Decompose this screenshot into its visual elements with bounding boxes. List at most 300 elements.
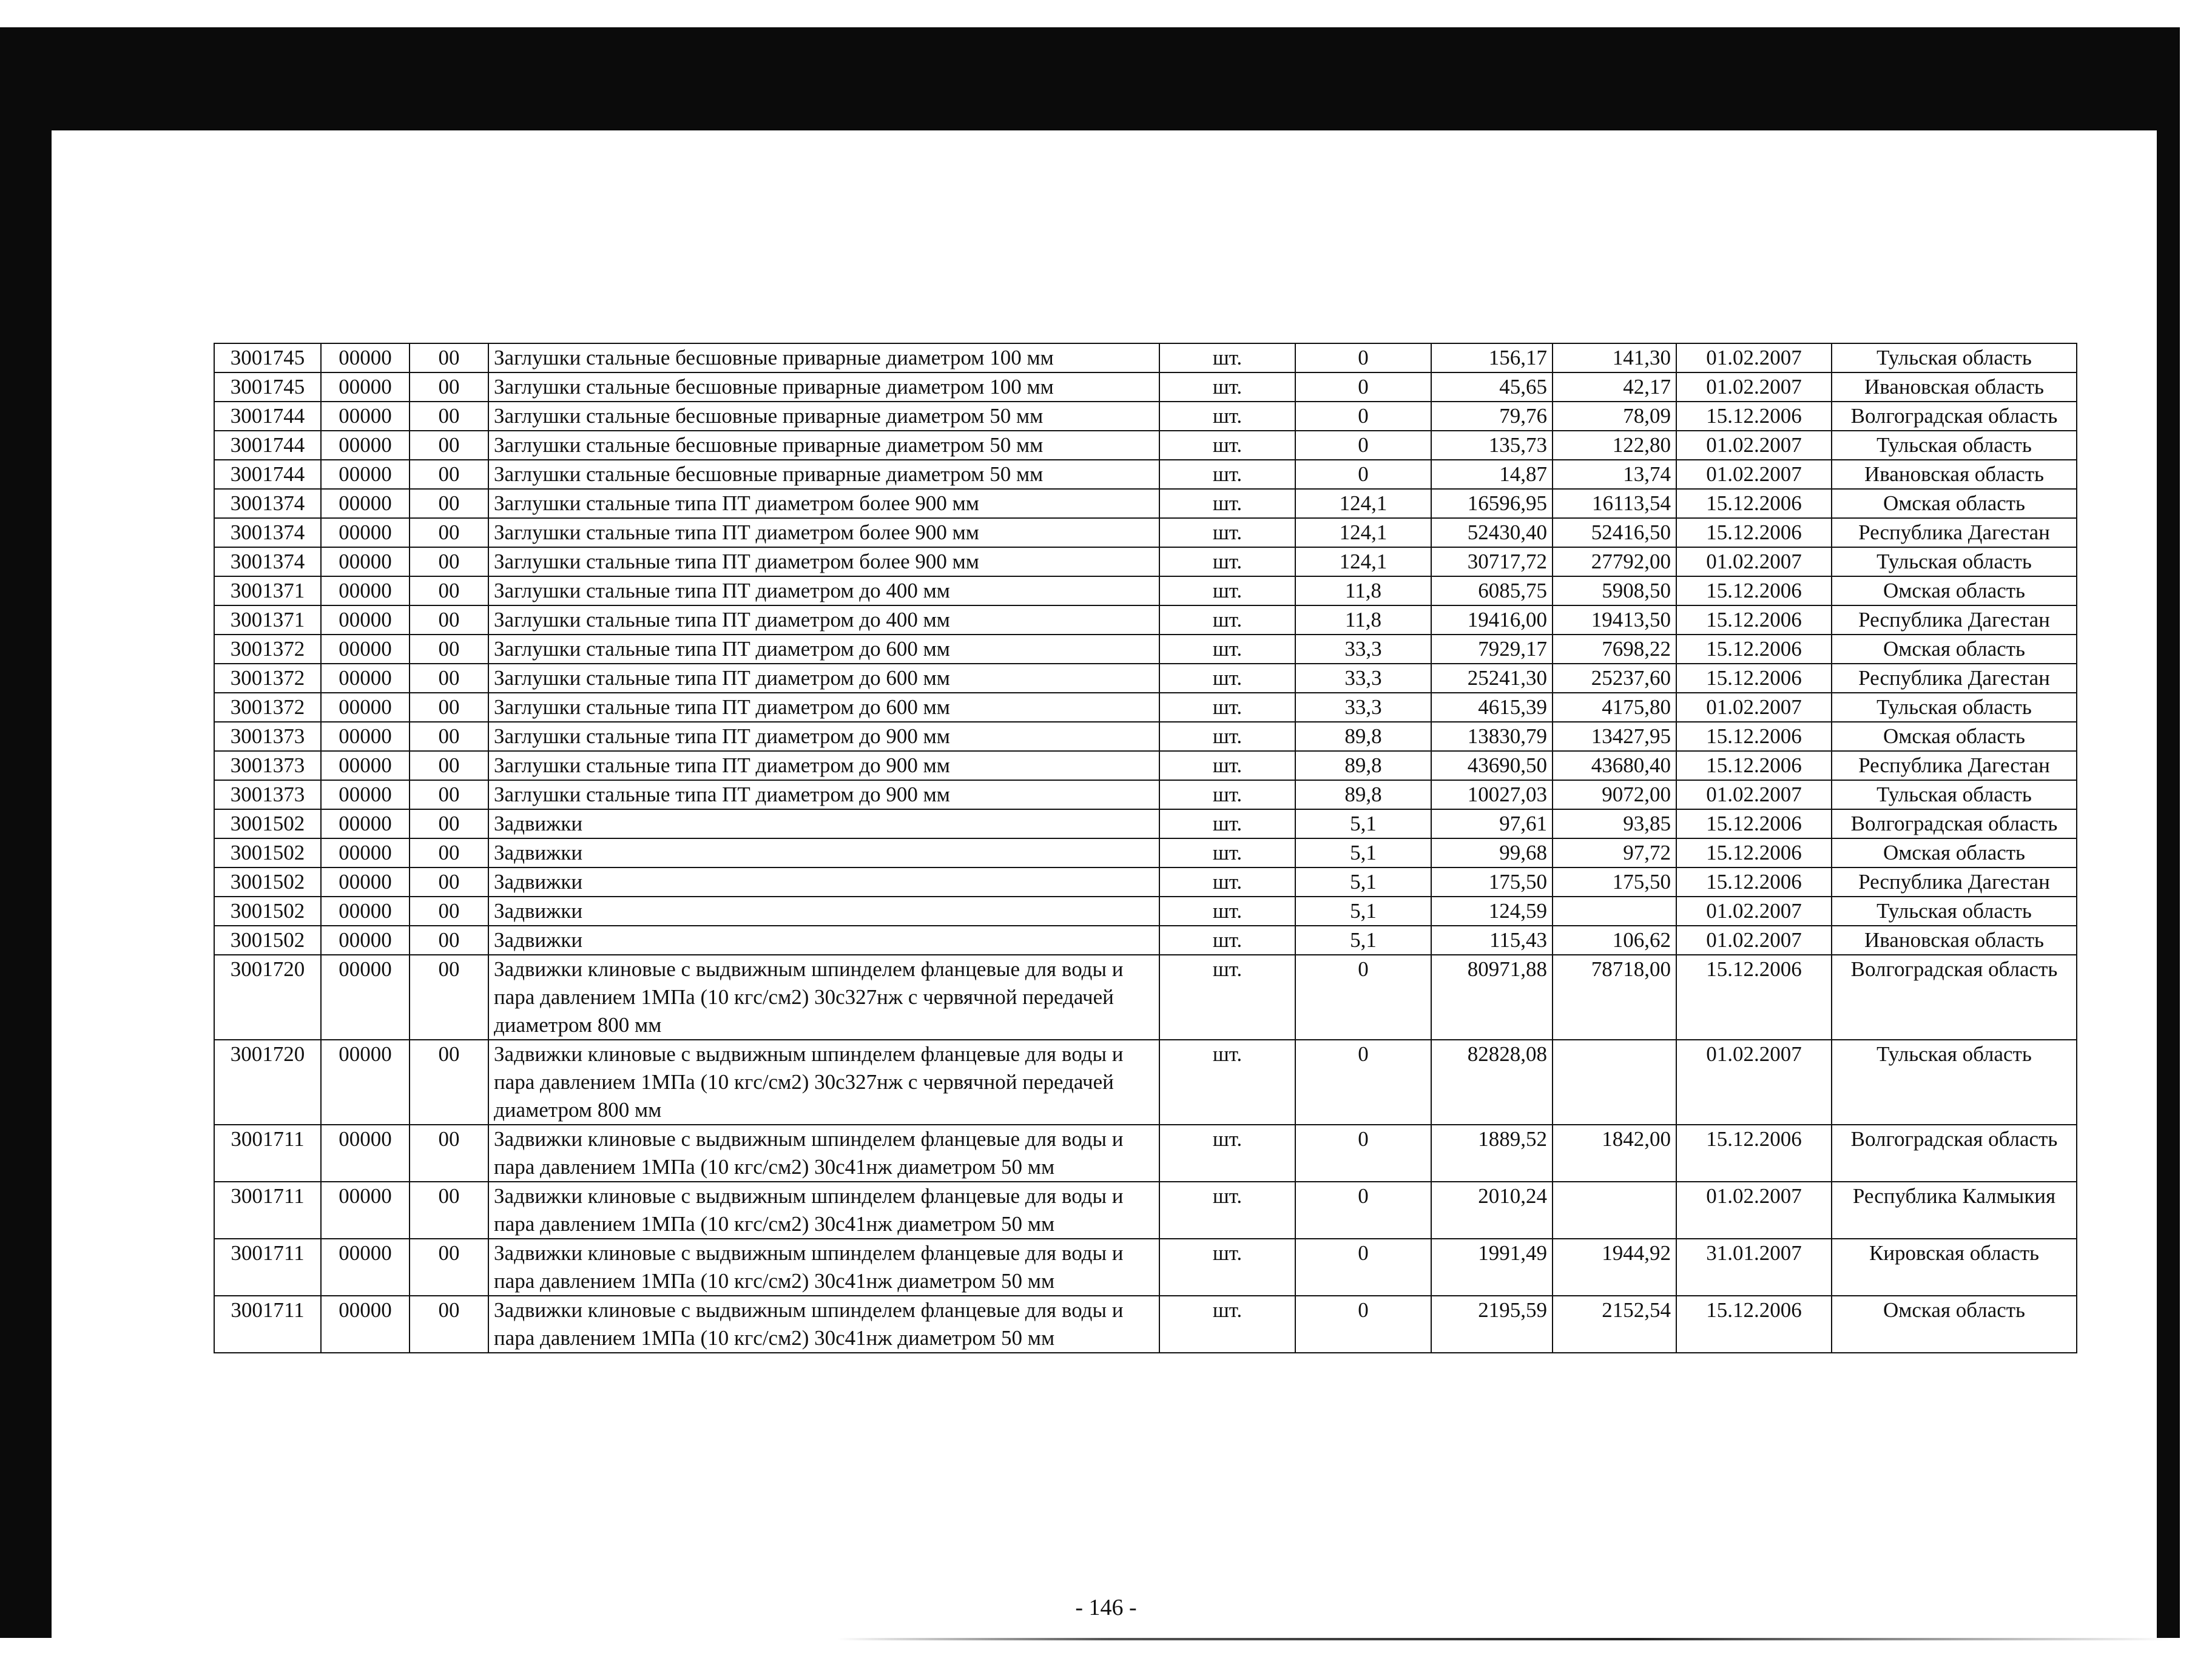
cell-sub-code-2: 00 (410, 1125, 488, 1182)
cell-item-name: Задвижки клиновые с выдвижным шпинделем фланцевые для воды и пара давлением 1МПа (10 кгс/см2) 30с41нж диаметром 50 мм (488, 1239, 1159, 1296)
cell-price-2: 1842,00 (1553, 1125, 1676, 1182)
cell-price-1: 16596,95 (1431, 489, 1553, 518)
cell-unit: шт. (1159, 955, 1295, 1040)
cell-sub-code-1: 00000 (321, 1040, 410, 1125)
cell-unit: шт. (1159, 518, 1295, 547)
cell-weight: 33,3 (1295, 635, 1431, 664)
cell-price-1: 115,43 (1431, 926, 1553, 955)
cell-weight: 89,8 (1295, 722, 1431, 751)
cell-sub-code-2: 00 (410, 460, 488, 489)
cell-unit: шт. (1159, 838, 1295, 867)
cell-weight: 0 (1295, 1296, 1431, 1353)
cell-date: 15.12.2006 (1676, 838, 1832, 867)
cell-price-1: 124,59 (1431, 897, 1553, 926)
cell-item-name: Задвижки клиновые с выдвижным шпинделем фланцевые для воды и пара давлением 1МПа (10 кгс/см2) 30с327нж с червячной передачей диаметром 800 мм (488, 1040, 1159, 1125)
cell-unit: шт. (1159, 372, 1295, 402)
cell-sub-code-2: 00 (410, 431, 488, 460)
cell-price-2: 5908,50 (1553, 576, 1676, 605)
cell-price-1: 45,65 (1431, 372, 1553, 402)
cell-item-name: Задвижки клиновые с выдвижным шпинделем фланцевые для воды и пара давлением 1МПа (10 кгс/см2) 30с327нж с червячной передачей диаметром 800 мм (488, 955, 1159, 1040)
cell-sub-code-1: 00000 (321, 693, 410, 722)
cell-date: 15.12.2006 (1676, 489, 1832, 518)
cell-sub-code-2: 00 (410, 926, 488, 955)
cell-sub-code-2: 00 (410, 372, 488, 402)
cell-date: 01.02.2007 (1676, 460, 1832, 489)
cell-sub-code-2: 00 (410, 576, 488, 605)
cell-sub-code-1: 00000 (321, 664, 410, 693)
cell-price-2: 43680,40 (1553, 751, 1676, 780)
cell-price-2: 122,80 (1553, 431, 1676, 460)
cell-date: 01.02.2007 (1676, 1040, 1832, 1125)
cell-weight: 33,3 (1295, 664, 1431, 693)
cell-weight: 33,3 (1295, 693, 1431, 722)
cell-unit: шт. (1159, 926, 1295, 955)
cell-item-name: Заглушки стальные бесшовные приварные диаметром 50 мм (488, 431, 1159, 460)
cell-item-name: Заглушки стальные бесшовные приварные диаметром 50 мм (488, 402, 1159, 431)
cell-weight: 0 (1295, 372, 1431, 402)
cell-item-name: Задвижки (488, 809, 1159, 838)
cell-item-name: Заглушки стальные бесшовные приварные диаметром 50 мм (488, 460, 1159, 489)
cell-sub-code-1: 00000 (321, 605, 410, 635)
table-row (214, 372, 2077, 402)
cell-price-1: 79,76 (1431, 402, 1553, 431)
cell-price-2: 27792,00 (1553, 547, 1676, 576)
cell-date: 15.12.2006 (1676, 518, 1832, 547)
cell-sub-code-2: 00 (410, 722, 488, 751)
cell-date: 01.02.2007 (1676, 926, 1832, 955)
table-row (214, 431, 2077, 460)
table-row (214, 343, 2077, 372)
price-table (214, 343, 2077, 1353)
cell-unit: шт. (1159, 1182, 1295, 1239)
cell-item-name: Заглушки стальные типа ПТ диаметром до 900 мм (488, 722, 1159, 751)
cell-price-1: 82828,08 (1431, 1040, 1553, 1125)
cell-unit: шт. (1159, 605, 1295, 635)
table-row (214, 635, 2077, 664)
cell-item-code: 3001502 (214, 926, 321, 955)
table-row (214, 402, 2077, 431)
cell-price-2: 106,62 (1553, 926, 1676, 955)
cell-weight: 0 (1295, 1239, 1431, 1296)
cell-unit: шт. (1159, 635, 1295, 664)
table-row (214, 1125, 2077, 1182)
cell-item-name: Заглушки стальные типа ПТ диаметром до 600 мм (488, 664, 1159, 693)
table-row (214, 955, 2077, 1040)
cell-region: Тульская область (1832, 343, 2077, 372)
cell-region: Тульская область (1832, 547, 2077, 576)
cell-weight: 0 (1295, 402, 1431, 431)
cell-sub-code-2: 00 (410, 635, 488, 664)
cell-price-2: 7698,22 (1553, 635, 1676, 664)
table-row (214, 547, 2077, 576)
cell-sub-code-2: 00 (410, 402, 488, 431)
cell-weight: 0 (1295, 1125, 1431, 1182)
cell-price-1: 175,50 (1431, 867, 1553, 897)
cell-region: Омская область (1832, 489, 2077, 518)
cell-date: 15.12.2006 (1676, 664, 1832, 693)
cell-region: Волгоградская область (1832, 402, 2077, 431)
cell-unit: шт. (1159, 664, 1295, 693)
cell-weight: 89,8 (1295, 780, 1431, 809)
cell-price-1: 2195,59 (1431, 1296, 1553, 1353)
cell-region: Тульская область (1832, 693, 2077, 722)
cell-item-name: Заглушки стальные типа ПТ диаметром более 900 мм (488, 547, 1159, 576)
cell-sub-code-1: 00000 (321, 1296, 410, 1353)
cell-weight: 11,8 (1295, 576, 1431, 605)
cell-item-code: 3001745 (214, 343, 321, 372)
cell-date: 01.02.2007 (1676, 431, 1832, 460)
cell-sub-code-1: 00000 (321, 547, 410, 576)
cell-unit: шт. (1159, 431, 1295, 460)
scan-border-right (2157, 27, 2180, 1638)
cell-date: 15.12.2006 (1676, 1296, 1832, 1353)
cell-price-1: 30717,72 (1431, 547, 1553, 576)
table-row (214, 1296, 2077, 1353)
cell-date: 15.12.2006 (1676, 605, 1832, 635)
cell-date: 15.12.2006 (1676, 751, 1832, 780)
cell-price-2: 19413,50 (1553, 605, 1676, 635)
cell-item-name: Заглушки стальные типа ПТ диаметром до 900 мм (488, 780, 1159, 809)
table-row (214, 605, 2077, 635)
table-row (214, 926, 2077, 955)
cell-date: 01.02.2007 (1676, 1182, 1832, 1239)
cell-unit: шт. (1159, 547, 1295, 576)
cell-weight: 0 (1295, 431, 1431, 460)
table-row (214, 897, 2077, 926)
cell-sub-code-2: 00 (410, 693, 488, 722)
cell-price-1: 99,68 (1431, 838, 1553, 867)
cell-unit: шт. (1159, 343, 1295, 372)
cell-region: Республика Дагестан (1832, 664, 2077, 693)
cell-unit: шт. (1159, 489, 1295, 518)
cell-region: Ивановская область (1832, 372, 2077, 402)
cell-price-2: 97,72 (1553, 838, 1676, 867)
cell-item-code: 3001720 (214, 1040, 321, 1125)
price-table-body (214, 343, 2077, 1353)
cell-item-code: 3001711 (214, 1125, 321, 1182)
cell-date: 01.02.2007 (1676, 372, 1832, 402)
cell-price-1: 4615,39 (1431, 693, 1553, 722)
cell-sub-code-2: 00 (410, 1040, 488, 1125)
cell-item-code: 3001711 (214, 1239, 321, 1296)
cell-item-name: Задвижки клиновые с выдвижным шпинделем фланцевые для воды и пара давлением 1МПа (10 кгс/см2) 30с41нж диаметром 50 мм (488, 1182, 1159, 1239)
cell-region: Тульская область (1832, 431, 2077, 460)
cell-price-1: 97,61 (1431, 809, 1553, 838)
cell-sub-code-2: 00 (410, 867, 488, 897)
cell-sub-code-1: 00000 (321, 489, 410, 518)
cell-price-1: 14,87 (1431, 460, 1553, 489)
cell-price-1: 80971,88 (1431, 955, 1553, 1040)
table-row (214, 722, 2077, 751)
cell-region: Омская область (1832, 722, 2077, 751)
cell-price-1: 6085,75 (1431, 576, 1553, 605)
cell-item-code: 3001371 (214, 605, 321, 635)
cell-price-1: 25241,30 (1431, 664, 1553, 693)
cell-item-code: 3001744 (214, 402, 321, 431)
cell-sub-code-1: 00000 (321, 431, 410, 460)
cell-price-1: 43690,50 (1431, 751, 1553, 780)
cell-sub-code-1: 00000 (321, 372, 410, 402)
cell-sub-code-2: 00 (410, 489, 488, 518)
cell-sub-code-1: 00000 (321, 1125, 410, 1182)
cell-unit: шт. (1159, 722, 1295, 751)
cell-sub-code-2: 00 (410, 547, 488, 576)
cell-weight: 0 (1295, 955, 1431, 1040)
cell-item-name: Заглушки стальные типа ПТ диаметром более 900 мм (488, 518, 1159, 547)
cell-item-code: 3001373 (214, 751, 321, 780)
cell-item-name: Задвижки (488, 867, 1159, 897)
cell-item-code: 3001371 (214, 576, 321, 605)
cell-region: Республика Калмыкия (1832, 1182, 2077, 1239)
cell-region: Тульская область (1832, 897, 2077, 926)
cell-weight: 124,1 (1295, 489, 1431, 518)
cell-price-2 (1553, 1040, 1676, 1125)
cell-unit: шт. (1159, 576, 1295, 605)
table-row (214, 460, 2077, 489)
cell-sub-code-2: 00 (410, 1296, 488, 1353)
cell-price-1: 156,17 (1431, 343, 1553, 372)
cell-sub-code-1: 00000 (321, 1182, 410, 1239)
cell-region: Волгоградская область (1832, 809, 2077, 838)
cell-price-2: 4175,80 (1553, 693, 1676, 722)
cell-price-2: 42,17 (1553, 372, 1676, 402)
cell-price-1: 1991,49 (1431, 1239, 1553, 1296)
cell-weight: 124,1 (1295, 547, 1431, 576)
cell-region: Республика Дагестан (1832, 605, 2077, 635)
cell-unit: шт. (1159, 809, 1295, 838)
cell-price-2: 1944,92 (1553, 1239, 1676, 1296)
cell-sub-code-1: 00000 (321, 402, 410, 431)
cell-date: 01.02.2007 (1676, 693, 1832, 722)
cell-region: Тульская область (1832, 780, 2077, 809)
cell-item-code: 3001502 (214, 838, 321, 867)
cell-item-name: Задвижки (488, 926, 1159, 955)
cell-price-2: 25237,60 (1553, 664, 1676, 693)
cell-unit: шт. (1159, 1125, 1295, 1182)
cell-sub-code-1: 00000 (321, 722, 410, 751)
cell-item-code: 3001373 (214, 780, 321, 809)
cell-item-code: 3001372 (214, 693, 321, 722)
cell-price-1: 1889,52 (1431, 1125, 1553, 1182)
table-row (214, 780, 2077, 809)
cell-unit: шт. (1159, 1296, 1295, 1353)
cell-date: 01.02.2007 (1676, 897, 1832, 926)
scan-border-left (0, 27, 52, 1638)
table-row (214, 664, 2077, 693)
cell-unit: шт. (1159, 867, 1295, 897)
table-row (214, 518, 2077, 547)
cell-unit: шт. (1159, 1040, 1295, 1125)
cell-sub-code-1: 00000 (321, 635, 410, 664)
cell-item-name: Заглушки стальные типа ПТ диаметром до 900 мм (488, 751, 1159, 780)
cell-region: Ивановская область (1832, 460, 2077, 489)
cell-sub-code-1: 00000 (321, 518, 410, 547)
table-row (214, 809, 2077, 838)
cell-price-2: 2152,54 (1553, 1296, 1676, 1353)
cell-sub-code-1: 00000 (321, 867, 410, 897)
cell-price-1: 52430,40 (1431, 518, 1553, 547)
cell-weight: 89,8 (1295, 751, 1431, 780)
cell-item-name: Заглушки стальные типа ПТ диаметром до 400 мм (488, 576, 1159, 605)
cell-price-1: 10027,03 (1431, 780, 1553, 809)
cell-item-code: 3001374 (214, 518, 321, 547)
cell-sub-code-1: 00000 (321, 809, 410, 838)
cell-item-code: 3001372 (214, 635, 321, 664)
cell-sub-code-2: 00 (410, 838, 488, 867)
cell-region: Республика Дагестан (1832, 867, 2077, 897)
table-row (214, 838, 2077, 867)
cell-unit: шт. (1159, 897, 1295, 926)
cell-weight: 11,8 (1295, 605, 1431, 635)
cell-price-2: 16113,54 (1553, 489, 1676, 518)
cell-sub-code-2: 00 (410, 343, 488, 372)
cell-date: 31.01.2007 (1676, 1239, 1832, 1296)
cell-item-code: 3001373 (214, 722, 321, 751)
cell-region: Республика Дагестан (1832, 751, 2077, 780)
cell-weight: 5,1 (1295, 897, 1431, 926)
cell-unit: шт. (1159, 460, 1295, 489)
cell-sub-code-1: 00000 (321, 751, 410, 780)
cell-sub-code-1: 00000 (321, 460, 410, 489)
cell-sub-code-2: 00 (410, 955, 488, 1040)
cell-price-2 (1553, 897, 1676, 926)
cell-weight: 0 (1295, 343, 1431, 372)
cell-item-code: 3001502 (214, 897, 321, 926)
cell-weight: 5,1 (1295, 926, 1431, 955)
cell-weight: 0 (1295, 1040, 1431, 1125)
cell-sub-code-2: 00 (410, 1239, 488, 1296)
cell-unit: шт. (1159, 1239, 1295, 1296)
cell-item-code: 3001744 (214, 431, 321, 460)
cell-item-name: Задвижки (488, 897, 1159, 926)
cell-sub-code-1: 00000 (321, 926, 410, 955)
cell-sub-code-1: 00000 (321, 838, 410, 867)
cell-item-name: Заглушки стальные бесшовные приварные диаметром 100 мм (488, 343, 1159, 372)
cell-price-2: 9072,00 (1553, 780, 1676, 809)
cell-item-name: Задвижки клиновые с выдвижным шпинделем фланцевые для воды и пара давлением 1МПа (10 кгс/см2) 30с41нж диаметром 50 мм (488, 1125, 1159, 1182)
cell-price-1: 2010,24 (1431, 1182, 1553, 1239)
cell-weight: 5,1 (1295, 867, 1431, 897)
cell-price-1: 135,73 (1431, 431, 1553, 460)
cell-price-2: 141,30 (1553, 343, 1676, 372)
cell-sub-code-2: 00 (410, 518, 488, 547)
cell-date: 15.12.2006 (1676, 867, 1832, 897)
cell-region: Омская область (1832, 838, 2077, 867)
cell-price-1: 7929,17 (1431, 635, 1553, 664)
cell-sub-code-1: 00000 (321, 955, 410, 1040)
cell-date: 15.12.2006 (1676, 809, 1832, 838)
table-row (214, 1040, 2077, 1125)
cell-price-2: 52416,50 (1553, 518, 1676, 547)
cell-sub-code-1: 00000 (321, 576, 410, 605)
cell-sub-code-2: 00 (410, 605, 488, 635)
cell-sub-code-2: 00 (410, 780, 488, 809)
cell-sub-code-2: 00 (410, 1182, 488, 1239)
cell-sub-code-1: 00000 (321, 343, 410, 372)
cell-region: Республика Дагестан (1832, 518, 2077, 547)
cell-region: Ивановская область (1832, 926, 2077, 955)
scan-border-top (0, 27, 2178, 130)
cell-sub-code-1: 00000 (321, 780, 410, 809)
cell-weight: 0 (1295, 1182, 1431, 1239)
cell-item-code: 3001374 (214, 489, 321, 518)
cell-unit: шт. (1159, 693, 1295, 722)
scan-edge-bottom (837, 1638, 2172, 1640)
cell-price-2 (1553, 1182, 1676, 1239)
cell-date: 15.12.2006 (1676, 955, 1832, 1040)
cell-item-name: Заглушки стальные типа ПТ диаметром до 600 мм (488, 693, 1159, 722)
table-row (214, 1182, 2077, 1239)
cell-sub-code-2: 00 (410, 897, 488, 926)
cell-date: 15.12.2006 (1676, 1125, 1832, 1182)
cell-sub-code-1: 00000 (321, 1239, 410, 1296)
cell-sub-code-1: 00000 (321, 897, 410, 926)
cell-price-2: 175,50 (1553, 867, 1676, 897)
table-row (214, 751, 2077, 780)
cell-sub-code-2: 00 (410, 664, 488, 693)
cell-item-code: 3001502 (214, 867, 321, 897)
cell-price-2: 13,74 (1553, 460, 1676, 489)
cell-item-code: 3001745 (214, 372, 321, 402)
cell-date: 15.12.2006 (1676, 576, 1832, 605)
table-row (214, 489, 2077, 518)
cell-unit: шт. (1159, 751, 1295, 780)
cell-region: Омская область (1832, 1296, 2077, 1353)
cell-item-name: Заглушки стальные типа ПТ диаметром до 400 мм (488, 605, 1159, 635)
cell-item-name: Заглушки стальные типа ПТ диаметром более 900 мм (488, 489, 1159, 518)
cell-price-1: 19416,00 (1431, 605, 1553, 635)
cell-item-name: Заглушки стальные бесшовные приварные диаметром 100 мм (488, 372, 1159, 402)
cell-price-2: 78,09 (1553, 402, 1676, 431)
cell-region: Тульская область (1832, 1040, 2077, 1125)
cell-sub-code-2: 00 (410, 751, 488, 780)
cell-region: Волгоградская область (1832, 1125, 2077, 1182)
cell-date: 15.12.2006 (1676, 402, 1832, 431)
table-row (214, 1239, 2077, 1296)
cell-date: 01.02.2007 (1676, 780, 1832, 809)
cell-region: Омская область (1832, 576, 2077, 605)
table-row (214, 576, 2077, 605)
cell-date: 15.12.2006 (1676, 722, 1832, 751)
cell-price-1: 13830,79 (1431, 722, 1553, 751)
table-row (214, 867, 2077, 897)
cell-unit: шт. (1159, 780, 1295, 809)
cell-date: 15.12.2006 (1676, 635, 1832, 664)
table-row (214, 693, 2077, 722)
cell-item-code: 3001711 (214, 1296, 321, 1353)
cell-item-code: 3001711 (214, 1182, 321, 1239)
cell-region: Омская область (1832, 635, 2077, 664)
cell-unit: шт. (1159, 402, 1295, 431)
cell-item-code: 3001720 (214, 955, 321, 1040)
cell-item-name: Задвижки клиновые с выдвижным шпинделем фланцевые для воды и пара давлением 1МПа (10 кгс/см2) 30с41нж диаметром 50 мм (488, 1296, 1159, 1353)
cell-sub-code-2: 00 (410, 809, 488, 838)
cell-price-2: 78718,00 (1553, 955, 1676, 1040)
cell-item-code: 3001374 (214, 547, 321, 576)
cell-item-code: 3001744 (214, 460, 321, 489)
cell-price-2: 93,85 (1553, 809, 1676, 838)
cell-price-2: 13427,95 (1553, 722, 1676, 751)
cell-region: Кировская область (1832, 1239, 2077, 1296)
cell-weight: 124,1 (1295, 518, 1431, 547)
cell-weight: 5,1 (1295, 838, 1431, 867)
cell-weight: 0 (1295, 460, 1431, 489)
page-number: - 146 - (1075, 1595, 1137, 1620)
cell-date: 01.02.2007 (1676, 343, 1832, 372)
cell-item-code: 3001502 (214, 809, 321, 838)
cell-weight: 5,1 (1295, 809, 1431, 838)
cell-item-code: 3001372 (214, 664, 321, 693)
